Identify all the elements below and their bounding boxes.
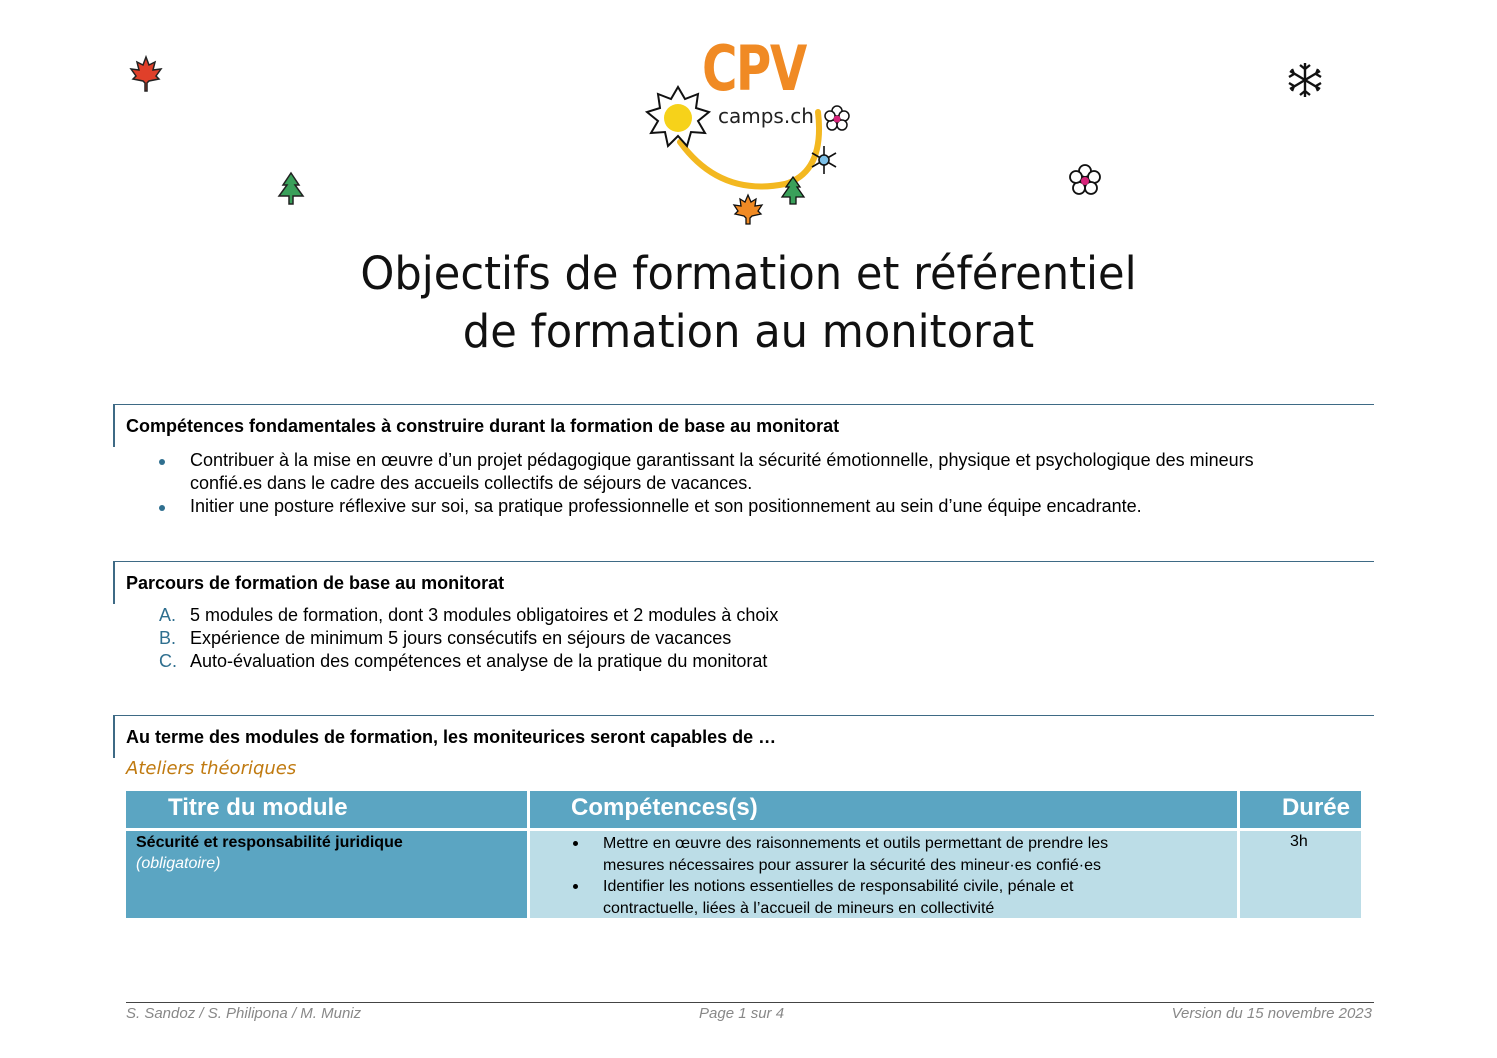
flower-icon xyxy=(1067,163,1103,199)
list-item: Contribuer à la mise en œuvre d’un projet pédagogique garantissant la sécurité émotionnelle, physique et psychologique des mineurs confié.es dans le cadre des accueils collectifs de séjours de vacances. xyxy=(155,449,1254,495)
list-item: Initier une posture réflexive sur soi, sa pratique professionnelle et son positionnement au sein d’une équipe encadrante. xyxy=(155,495,1254,518)
section-heading-parcours xyxy=(113,561,1374,604)
section-heading-text: Parcours de formation de base au monitorat xyxy=(126,573,505,593)
flower-icon xyxy=(825,106,849,130)
list-item: C. Auto-évaluation des compétences et analyse de la pratique du monitorat xyxy=(159,651,768,671)
cpv-logo xyxy=(640,32,870,227)
competences-list xyxy=(155,449,1254,518)
module-status: (obligatoire) xyxy=(136,855,221,872)
logo-domain: camps.ch xyxy=(718,104,814,128)
title-line-2: de formation au monitorat xyxy=(462,305,1035,358)
bullet-icon xyxy=(159,459,165,465)
section-heading-text: Compétences fondamentales à construire durant la formation de base au monitorat xyxy=(126,416,840,436)
sun-icon xyxy=(647,87,709,146)
logo-brand: CPV xyxy=(702,32,806,105)
snowflake-icon xyxy=(1285,60,1325,100)
list-item: A. 5 modules de formation, dont 3 modules obligatoires et 2 modules à choix xyxy=(159,605,779,625)
pine-tree-icon xyxy=(272,170,310,208)
list-item: B. Expérience de minimum 5 jours consécutifs en séjours de vacances xyxy=(159,628,732,648)
footer-authors: S. Sandoz / S. Philipona / M. Muniz xyxy=(126,1005,362,1022)
parcours-list xyxy=(155,604,778,673)
module-title: Sécurité et responsabilité juridique xyxy=(136,834,403,851)
maple-leaf-icon xyxy=(734,195,762,224)
table-header-duree: Durée xyxy=(1240,791,1361,828)
section-heading-text: Au terme des modules de formation, les moniteurices seront capables de … xyxy=(126,727,777,747)
table-header-competences: Compétences(s) xyxy=(530,791,1237,828)
bullet-icon xyxy=(573,884,578,889)
list-item: Identifier les notions essentielles de responsabilité civile, pénale et contractuelle, liées à l’accueil de mineurs en collectivité xyxy=(603,876,1074,919)
modules-table xyxy=(126,791,1361,918)
page-title xyxy=(0,245,1497,361)
title-line-1: Objectifs de formation et référentiel xyxy=(360,247,1137,300)
subheading-ateliers: Ateliers théoriques xyxy=(126,758,297,779)
module-competences xyxy=(530,831,1237,918)
section-heading-terme xyxy=(113,715,1374,758)
footer-page-number: Page 1 sur 4 xyxy=(699,1005,785,1022)
footer-version: Version du 15 novembre 2023 xyxy=(1171,1005,1372,1022)
module-duree: 3h xyxy=(1240,831,1361,918)
section-heading-competences xyxy=(113,404,1374,447)
table-header-title: Titre du module xyxy=(126,791,527,828)
table-row xyxy=(126,831,527,918)
footer-divider xyxy=(126,1002,1374,1003)
bullet-icon xyxy=(573,841,578,846)
bullet-icon xyxy=(159,505,165,511)
list-item: Mettre en œuvre des raisonnements et outils permettant de prendre les mesures nécessaires pour assurer la sécurité des mineur·es confié·es xyxy=(603,833,1108,876)
maple-leaf-icon xyxy=(128,55,164,93)
